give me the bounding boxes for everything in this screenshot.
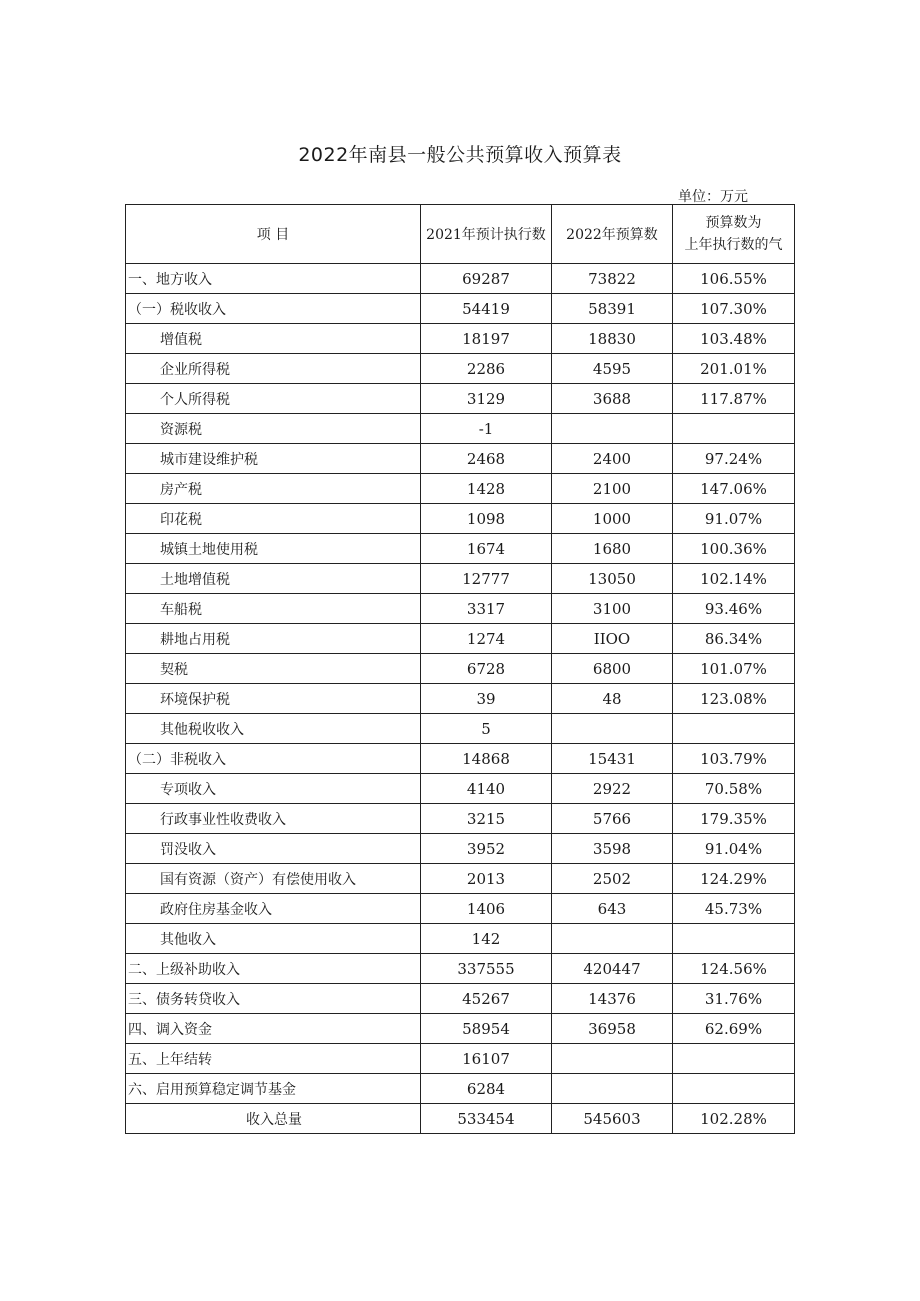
cell-v2021: 14868 xyxy=(421,744,552,774)
table-row xyxy=(126,324,795,354)
cell-ratio: 70.58% xyxy=(673,774,795,804)
cell-v2021: 18197 xyxy=(421,324,552,354)
cell-v2022: IIOO xyxy=(552,624,673,654)
table-row xyxy=(126,354,795,384)
cell-ratio: 107.30% xyxy=(673,294,795,324)
cell-name: 罚没收入 xyxy=(126,834,421,864)
table-row xyxy=(126,444,795,474)
cell-ratio: 101.07% xyxy=(673,654,795,684)
table-row xyxy=(126,1014,795,1044)
cell-v2022 xyxy=(552,714,673,744)
cell-v2022: 1000 xyxy=(552,504,673,534)
cell-name: 四、调入资金 xyxy=(126,1014,421,1044)
cell-ratio: 103.48% xyxy=(673,324,795,354)
cell-name: 资源税 xyxy=(126,414,421,444)
table-row xyxy=(126,804,795,834)
cell-ratio: 106.55% xyxy=(673,264,795,294)
cell-v2022: 18830 xyxy=(552,324,673,354)
cell-name: 环境保护税 xyxy=(126,684,421,714)
table-row xyxy=(126,264,795,294)
cell-ratio: 123.08% xyxy=(673,684,795,714)
cell-v2021: 142 xyxy=(421,924,552,954)
cell-v2022: 2400 xyxy=(552,444,673,474)
cell-ratio: 91.04% xyxy=(673,834,795,864)
cell-name: 一、地方收入 xyxy=(126,264,421,294)
cell-v2022: 3598 xyxy=(552,834,673,864)
cell-v2021: 39 xyxy=(421,684,552,714)
cell-v2021: 3952 xyxy=(421,834,552,864)
cell-v2022: 3688 xyxy=(552,384,673,414)
header-ratio-line2: 上年执行数的气 xyxy=(684,237,783,253)
cell-ratio xyxy=(673,414,795,444)
cell-v2021: 3215 xyxy=(421,804,552,834)
cell-name: 二、上级补助收入 xyxy=(126,954,421,984)
table-row xyxy=(126,624,795,654)
table-header-row xyxy=(126,205,795,264)
cell-v2021: 533454 xyxy=(421,1104,552,1134)
cell-v2021: 2013 xyxy=(421,864,552,894)
table-row xyxy=(126,714,795,744)
cell-ratio: 31.76% xyxy=(673,984,795,1014)
cell-name: 六、启用预算稳定调节基金 xyxy=(126,1074,421,1104)
budget-table xyxy=(125,204,795,1134)
page-title: 2022年南县一般公共预算收入预算表 xyxy=(298,144,622,166)
cell-name: 个人所得税 xyxy=(126,384,421,414)
cell-name: 耕地占用税 xyxy=(126,624,421,654)
cell-v2022: 643 xyxy=(552,894,673,924)
table-row xyxy=(126,414,795,444)
header-ratio xyxy=(673,205,795,264)
cell-name: 三、债务转贷收入 xyxy=(126,984,421,1014)
cell-v2022: 2502 xyxy=(552,864,673,894)
cell-ratio xyxy=(673,1074,795,1104)
cell-v2022: 58391 xyxy=(552,294,673,324)
header-2022: 2022年预算数 xyxy=(552,205,673,264)
cell-v2021: 1428 xyxy=(421,474,552,504)
cell-v2021: 3317 xyxy=(421,594,552,624)
cell-ratio: 179.35% xyxy=(673,804,795,834)
cell-v2021: 337555 xyxy=(421,954,552,984)
cell-ratio: 93.46% xyxy=(673,594,795,624)
header-ratio-line1: 预算数为 xyxy=(705,215,762,231)
cell-v2022: 4595 xyxy=(552,354,673,384)
cell-name: 国有资源（资产）有偿使用收入 xyxy=(126,864,421,894)
cell-v2022: 36958 xyxy=(552,1014,673,1044)
cell-v2021: 2468 xyxy=(421,444,552,474)
cell-v2022 xyxy=(552,414,673,444)
cell-name: 契税 xyxy=(126,654,421,684)
cell-v2021: 3129 xyxy=(421,384,552,414)
cell-v2022 xyxy=(552,924,673,954)
cell-name: （一）税收收入 xyxy=(126,294,421,324)
cell-v2022: 5766 xyxy=(552,804,673,834)
table-row xyxy=(126,594,795,624)
cell-name: 房产税 xyxy=(126,474,421,504)
table-row xyxy=(126,774,795,804)
cell-name: 行政事业性收费收入 xyxy=(126,804,421,834)
cell-ratio: 124.29% xyxy=(673,864,795,894)
cell-v2022 xyxy=(552,1044,673,1074)
table-row xyxy=(126,654,795,684)
cell-v2022: 2922 xyxy=(552,774,673,804)
cell-name: 车船税 xyxy=(126,594,421,624)
table-row xyxy=(126,894,795,924)
table-row xyxy=(126,504,795,534)
cell-name: 其他税收收入 xyxy=(126,714,421,744)
cell-name: 其他收入 xyxy=(126,924,421,954)
table-row xyxy=(126,744,795,774)
cell-ratio: 62.69% xyxy=(673,1014,795,1044)
cell-v2022: 3100 xyxy=(552,594,673,624)
table-row xyxy=(126,864,795,894)
table-row xyxy=(126,534,795,564)
cell-v2021: 1274 xyxy=(421,624,552,654)
cell-v2022: 420447 xyxy=(552,954,673,984)
cell-v2022: 15431 xyxy=(552,744,673,774)
table-row xyxy=(126,384,795,414)
table-row xyxy=(126,954,795,984)
cell-name: 城市建设维护税 xyxy=(126,444,421,474)
cell-v2021: 69287 xyxy=(421,264,552,294)
table-row xyxy=(126,1044,795,1074)
table-row xyxy=(126,474,795,504)
cell-v2021: 1098 xyxy=(421,504,552,534)
table-row xyxy=(126,294,795,324)
cell-v2021: 1674 xyxy=(421,534,552,564)
cell-name: 土地增值税 xyxy=(126,564,421,594)
cell-v2022: 73822 xyxy=(552,264,673,294)
table-row xyxy=(126,684,795,714)
cell-v2021: 45267 xyxy=(421,984,552,1014)
table-row xyxy=(126,564,795,594)
cell-ratio: 117.87% xyxy=(673,384,795,414)
cell-ratio xyxy=(673,714,795,744)
cell-ratio: 124.56% xyxy=(673,954,795,984)
header-2021: 2021年预计执行数 xyxy=(421,205,552,264)
cell-ratio: 102.28% xyxy=(673,1104,795,1134)
cell-v2021: 1406 xyxy=(421,894,552,924)
table-row xyxy=(126,1074,795,1104)
cell-name: 增值税 xyxy=(126,324,421,354)
cell-v2021: 12777 xyxy=(421,564,552,594)
cell-v2021: 6284 xyxy=(421,1074,552,1104)
cell-name: （二）非税收入 xyxy=(126,744,421,774)
cell-v2021: 6728 xyxy=(421,654,552,684)
cell-name: 五、上年结转 xyxy=(126,1044,421,1074)
cell-name: 专项收入 xyxy=(126,774,421,804)
cell-v2022: 1680 xyxy=(552,534,673,564)
cell-v2022 xyxy=(552,1074,673,1104)
cell-v2021: 5 xyxy=(421,714,552,744)
cell-v2022: 48 xyxy=(552,684,673,714)
cell-ratio: 45.73% xyxy=(673,894,795,924)
cell-ratio: 103.79% xyxy=(673,744,795,774)
cell-v2021: 2286 xyxy=(421,354,552,384)
cell-v2022: 2100 xyxy=(552,474,673,504)
cell-v2021: 54419 xyxy=(421,294,552,324)
cell-ratio: 102.14% xyxy=(673,564,795,594)
cell-v2021: -1 xyxy=(421,414,552,444)
header-item: 项 目 xyxy=(126,205,421,264)
unit-label: 单位：万元 xyxy=(678,189,748,205)
table-row xyxy=(126,834,795,864)
cell-name: 企业所得税 xyxy=(126,354,421,384)
cell-name: 城镇土地使用税 xyxy=(126,534,421,564)
cell-ratio: 97.24% xyxy=(673,444,795,474)
cell-v2022: 13050 xyxy=(552,564,673,594)
cell-ratio xyxy=(673,1044,795,1074)
cell-v2022: 545603 xyxy=(552,1104,673,1134)
cell-name: 收入总量 xyxy=(126,1104,421,1134)
cell-ratio: 91.07% xyxy=(673,504,795,534)
cell-v2022: 14376 xyxy=(552,984,673,1014)
cell-v2022: 6800 xyxy=(552,654,673,684)
cell-ratio xyxy=(673,924,795,954)
table-row xyxy=(126,1104,795,1134)
table-row xyxy=(126,984,795,1014)
cell-ratio: 86.34% xyxy=(673,624,795,654)
cell-ratio: 100.36% xyxy=(673,534,795,564)
table-row xyxy=(126,924,795,954)
cell-v2021: 16107 xyxy=(421,1044,552,1074)
cell-ratio: 201.01% xyxy=(673,354,795,384)
cell-name: 政府住房基金收入 xyxy=(126,894,421,924)
cell-ratio: 147.06% xyxy=(673,474,795,504)
cell-v2021: 58954 xyxy=(421,1014,552,1044)
cell-name: 印花税 xyxy=(126,504,421,534)
cell-v2021: 4140 xyxy=(421,774,552,804)
